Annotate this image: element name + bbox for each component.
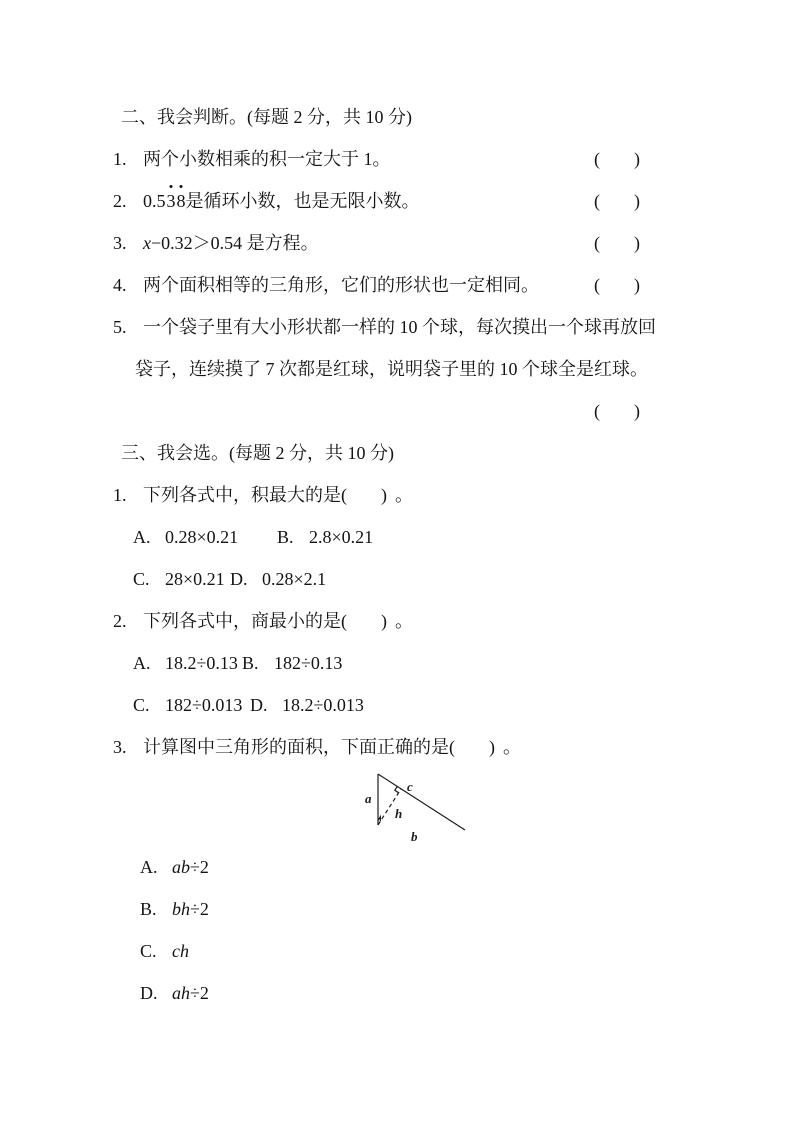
question-stem: 计算图中三角形的面积，下面正确的是 bbox=[143, 737, 449, 757]
question-text bbox=[143, 230, 319, 256]
option-rest: ÷2 bbox=[190, 899, 209, 919]
option-text: 18.2÷0.13 bbox=[165, 653, 238, 673]
triangle-diagram bbox=[355, 762, 480, 846]
question-number: 2. bbox=[113, 191, 127, 211]
option-label: D. bbox=[250, 695, 268, 715]
option-label: B. bbox=[242, 653, 259, 673]
question-text-rest: 是循环小数，也是无限小数。 bbox=[185, 191, 420, 211]
paren-close: ) bbox=[381, 611, 387, 631]
judge-question-2 bbox=[113, 188, 688, 214]
stem-period: 。 bbox=[395, 611, 413, 631]
choice-q3-option-a bbox=[140, 854, 688, 880]
option-label: C. bbox=[133, 569, 150, 589]
option-text: 182÷0.013 bbox=[165, 695, 243, 715]
paren-close: ) bbox=[634, 191, 640, 211]
paren-open: ( bbox=[341, 611, 347, 631]
option-d bbox=[250, 695, 364, 715]
judge-question-4 bbox=[113, 272, 688, 298]
option-c bbox=[133, 692, 250, 718]
question-text: 两个小数相乘的积一定大于 1。 bbox=[143, 149, 391, 169]
option-b bbox=[277, 527, 373, 547]
option-variable: ch bbox=[172, 941, 189, 961]
judge-question-3 bbox=[113, 230, 688, 256]
figure-label-b: b bbox=[411, 829, 418, 844]
question-number: 4. bbox=[113, 275, 127, 295]
question-text bbox=[143, 188, 420, 214]
option-variable: ab bbox=[172, 857, 190, 877]
paren-close: ) bbox=[634, 149, 640, 169]
repeating-digit: 3 bbox=[167, 188, 176, 214]
choice-q2-options-row2 bbox=[133, 692, 688, 718]
section-choice-heading: 三、我会选。(每题 2 分，共 10 分) bbox=[121, 443, 394, 463]
answer-parens bbox=[594, 398, 640, 424]
question-number: 3. bbox=[113, 233, 127, 253]
answer-parens bbox=[594, 230, 640, 256]
choice-q1-options-row1 bbox=[133, 524, 688, 550]
judge-question-5-answer-line bbox=[113, 398, 688, 424]
option-label: A. bbox=[133, 653, 151, 673]
option-a bbox=[133, 650, 242, 676]
answer-parens bbox=[594, 188, 640, 214]
option-variable: bh bbox=[172, 899, 190, 919]
option-label: D. bbox=[140, 983, 158, 1003]
paren-open: ( bbox=[594, 191, 600, 211]
choice-q3-option-d bbox=[140, 980, 688, 1006]
judge-question-5-line2: 袋子，连续摸了 7 次都是红球，说明袋子里的 10 个球全是红球。 bbox=[135, 359, 648, 379]
question-text: 两个面积相等的三角形，它们的形状也一定相同。 bbox=[143, 275, 539, 295]
choice-question-1-stem bbox=[113, 482, 688, 508]
option-label: B. bbox=[277, 527, 294, 547]
judge-question-1 bbox=[113, 146, 688, 172]
decimal-prefix: 0.5 bbox=[143, 191, 166, 211]
judge-question-5-line1 bbox=[113, 314, 688, 340]
option-c bbox=[133, 566, 230, 592]
figure-label-c: c bbox=[407, 779, 413, 794]
option-rest: ÷2 bbox=[190, 983, 209, 1003]
choice-q2-options-row1 bbox=[133, 650, 688, 676]
stem-period: 。 bbox=[395, 485, 413, 505]
question-stem: 下列各式中，商最小的是 bbox=[143, 611, 341, 631]
question-text: 一个袋子里有大小形状都一样的 10 个球，每次摸出一个球再放回 bbox=[143, 317, 656, 337]
choice-q3-option-b bbox=[140, 896, 688, 922]
question-number: 5. bbox=[113, 317, 127, 337]
question-number: 1. bbox=[113, 149, 127, 169]
paren-open: ( bbox=[341, 485, 347, 505]
paren-close: ) bbox=[489, 737, 495, 757]
option-text: 28×0.21 bbox=[165, 569, 225, 589]
option-rest: ÷2 bbox=[190, 857, 209, 877]
option-b bbox=[242, 653, 342, 673]
option-text: 2.8×0.21 bbox=[309, 527, 374, 547]
paren-close: ) bbox=[634, 275, 640, 295]
option-label: D. bbox=[230, 569, 248, 589]
repeating-digit: 8 bbox=[177, 188, 186, 214]
option-variable: ah bbox=[172, 983, 190, 1003]
option-label: A. bbox=[133, 527, 151, 547]
answer-parens bbox=[594, 146, 640, 172]
side-b-line bbox=[378, 774, 465, 830]
option-text: 0.28×0.21 bbox=[165, 527, 239, 547]
question-number: 1. bbox=[113, 485, 127, 505]
paren-open: ( bbox=[594, 233, 600, 253]
figure-label-h: h bbox=[395, 806, 403, 821]
question-number: 3. bbox=[113, 737, 127, 757]
stem-period: 。 bbox=[503, 737, 521, 757]
option-text: 182÷0.13 bbox=[274, 653, 343, 673]
paren-open: ( bbox=[594, 275, 600, 295]
option-a bbox=[133, 524, 277, 550]
paren-open: ( bbox=[594, 149, 600, 169]
triangle-figure bbox=[113, 762, 688, 846]
option-label: A. bbox=[140, 857, 158, 877]
math-variable: x bbox=[143, 233, 151, 253]
answer-parens bbox=[341, 482, 387, 508]
option-label: C. bbox=[140, 941, 157, 961]
choice-question-3-stem bbox=[113, 734, 688, 760]
paren-close: ) bbox=[634, 401, 640, 421]
answer-parens bbox=[594, 272, 640, 298]
paren-close: ) bbox=[381, 485, 387, 505]
choice-question-2-stem bbox=[113, 608, 688, 634]
question-stem: 下列各式中，积最大的是 bbox=[143, 485, 341, 505]
choice-q1-options-row2 bbox=[133, 566, 688, 592]
question-number: 2. bbox=[113, 611, 127, 631]
choice-q3-option-c bbox=[140, 938, 688, 964]
option-d bbox=[230, 569, 326, 589]
answer-parens bbox=[449, 734, 495, 760]
paren-open: ( bbox=[449, 737, 455, 757]
paren-close: ) bbox=[634, 233, 640, 253]
answer-parens bbox=[341, 608, 387, 634]
section-judge-heading: 二、我会判断。(每题 2 分，共 10 分) bbox=[121, 107, 412, 127]
figure-label-a: a bbox=[365, 791, 372, 806]
option-text: 0.28×2.1 bbox=[262, 569, 327, 589]
option-label: B. bbox=[140, 899, 157, 919]
paren-open: ( bbox=[594, 401, 600, 421]
question-text-rest: −0.32＞0.54 是方程。 bbox=[151, 233, 319, 253]
option-label: C. bbox=[133, 695, 150, 715]
option-text: 18.2÷0.013 bbox=[282, 695, 364, 715]
